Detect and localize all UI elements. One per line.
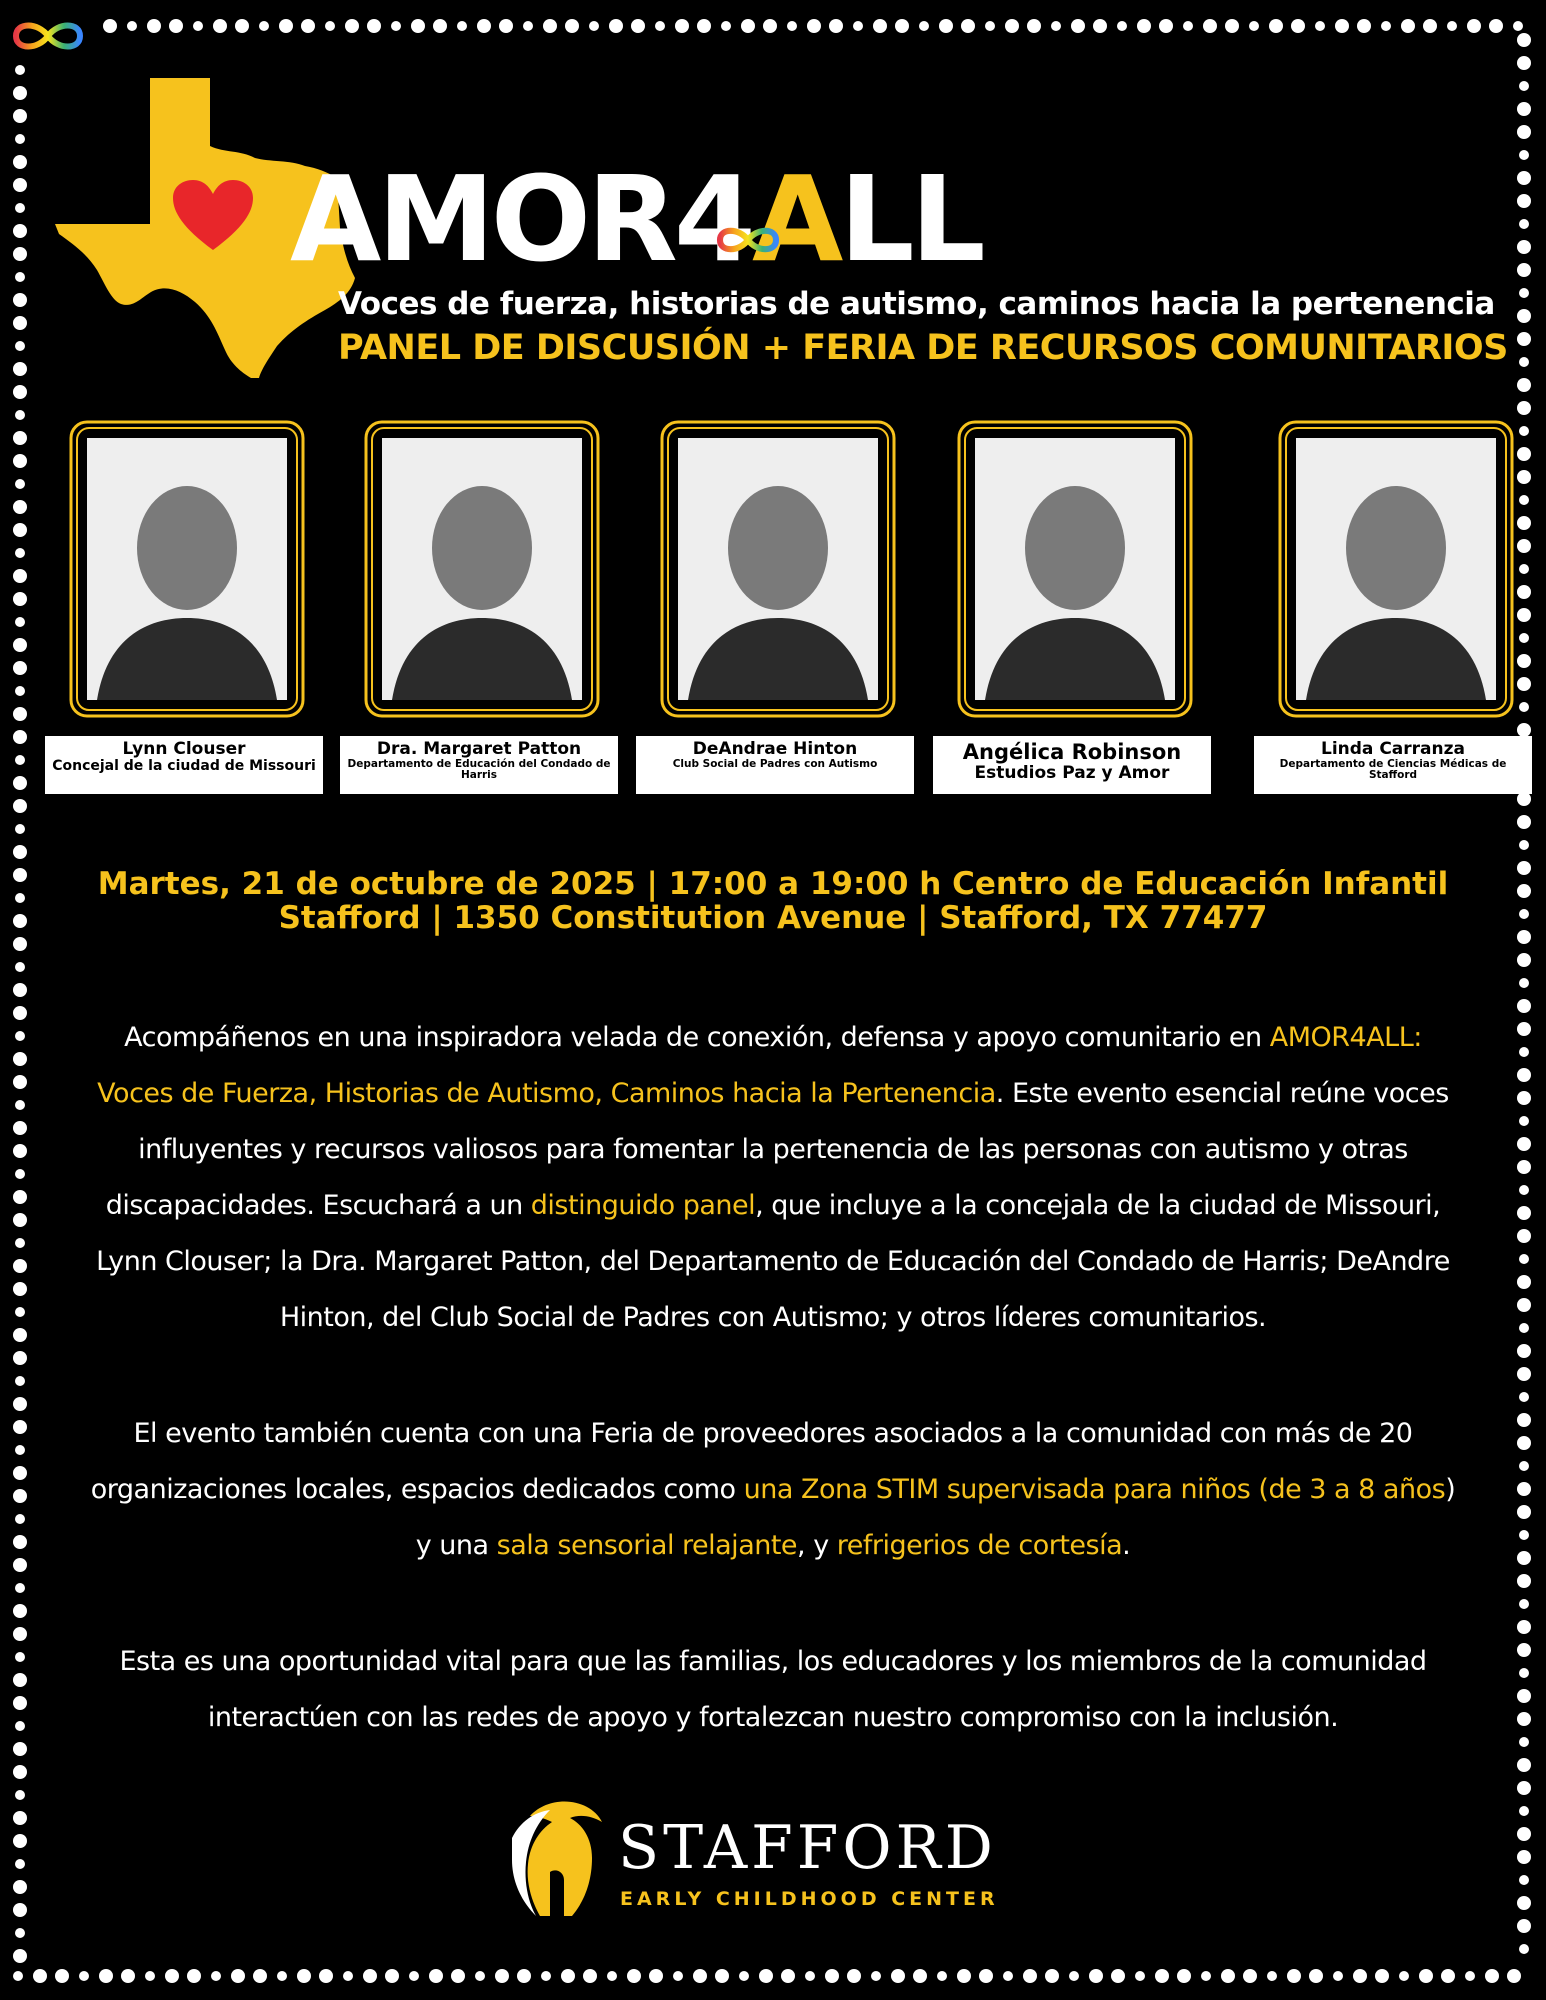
stafford-logo — [510, 1798, 1030, 1918]
p2-highlight-sensory: sala sensorial relajante — [496, 1530, 798, 1561]
speaker-role: Concejal de la ciudad de Missouri — [52, 758, 316, 774]
paragraph-3: Esta es una oportunidad vital para que las familias, los educadores y los miembros de la comunidad interactúen con las redes de apoyo y fortalezcan nuestro compromiso con la inclusión. — [119, 1646, 1427, 1733]
spartan-helmet-icon — [510, 1798, 610, 1918]
speaker-card — [340, 418, 620, 798]
speaker-photo — [658, 418, 898, 720]
logo-name: STAFFORD — [618, 1813, 997, 1883]
speaker-card — [636, 418, 916, 798]
speaker-name: Angélica Robinson — [962, 740, 1182, 764]
p2-highlight-refreshments: refrigerios de cortesía — [836, 1530, 1123, 1561]
p1-text-b: . Este evento esencial reúne voces influyentes y recursos valiosos para fomentar la pertenencia de las personas con autismo y otras discapacidades. Escuchará a un — [105, 1078, 1449, 1221]
speaker-photo — [955, 418, 1195, 720]
portrait-placeholder-icon — [67, 418, 307, 720]
speaker-card — [1254, 418, 1534, 798]
speaker-card — [45, 418, 325, 798]
p2-text-d: . — [1122, 1530, 1131, 1561]
speaker-name: Lynn Clouser — [122, 739, 246, 759]
speaker-name: Linda Carranza — [1321, 739, 1465, 759]
portrait-placeholder-icon — [658, 418, 898, 720]
event-date-line-2: Stafford | 1350 Constitution Avenue | Stafford, TX 77477 — [278, 900, 1268, 936]
speaker-name-card — [45, 736, 323, 794]
speaker-role: Departamento de Ciencias Médicas de Stafford — [1279, 758, 1507, 781]
speaker-name-card — [636, 736, 914, 794]
speaker-name: DeAndrae Hinton — [692, 739, 858, 759]
speaker-name-card — [1254, 736, 1532, 794]
title-part-2: A — [752, 150, 840, 288]
subtitle: Voces de fuerza, historias de autismo, caminos hacia la pertenencia — [338, 286, 1495, 322]
p1-highlight-panel: distinguido panel — [530, 1190, 756, 1221]
portrait-placeholder-icon — [955, 418, 1195, 720]
speaker-photo — [67, 418, 307, 720]
speaker-card — [933, 418, 1213, 798]
p2-highlight-stim: una Zona STIM supervisada para niños (de 3 a 8 años — [743, 1474, 1446, 1505]
event-title — [290, 150, 982, 290]
speaker-name-card — [933, 736, 1211, 794]
p2-text-c: , y — [797, 1530, 837, 1561]
infinity-icon — [8, 14, 88, 58]
title-part-1: AMOR4 — [290, 150, 753, 288]
heart-icon — [172, 180, 254, 252]
p2-text-a: El evento también cuenta con una Feria de proveedores asociados a la comunidad con más de 20 organizaciones locales, espacios dedicados como — [90, 1418, 1413, 1505]
event-date-line-1: Martes, 21 de octubre de 2025 | 17:00 a 19:00 h Centro de Educación Infantil — [97, 866, 1449, 902]
paragraph-1 — [90, 1010, 1456, 1346]
p1-text-a: Acompáñenos en una inspiradora velada de conexión, defensa y apoyo comunitario en — [124, 1022, 1270, 1053]
speaker-name: Dra. Margaret Patton — [376, 739, 582, 759]
subtitle-panel: PANEL DE DISCUSIÓN + FERIA DE RECURSOS COMUNITARIOS — [338, 328, 1508, 368]
title-infinity-icon — [713, 220, 783, 260]
p2-text-b: ) y una — [415, 1474, 1456, 1561]
speaker-photo — [362, 418, 602, 720]
p1-text-c: , que incluye a la concejala de la ciudad de Missouri, Lynn Clouser; la Dra. Margaret Patton, del Departamento de Educación del Condado de Harris; DeAndre Hinton, del Club Social de Padres con Autismo; y otros líderes comunitarios. — [96, 1190, 1450, 1333]
logo-subtitle: EARLY CHILDHOOD CENTER — [620, 1888, 999, 1910]
speaker-role: Club Social de Padres con Autismo — [672, 758, 878, 770]
portrait-placeholder-icon — [362, 418, 602, 720]
speaker-role: Departamento de Educación del Condado de Harris — [347, 758, 611, 781]
speaker-role: Estudios Paz y Amor — [974, 763, 1170, 783]
speaker-name-card — [340, 736, 618, 794]
portrait-placeholder-icon — [1276, 418, 1516, 720]
paragraph-2 — [90, 1406, 1456, 1574]
p1-highlight-title: AMOR4ALL: Voces de Fuerza, Historias de Autismo, Caminos hacia la Pertenencia — [97, 1022, 1422, 1109]
title-part-3: LL — [839, 150, 982, 288]
speaker-photo — [1276, 418, 1516, 720]
